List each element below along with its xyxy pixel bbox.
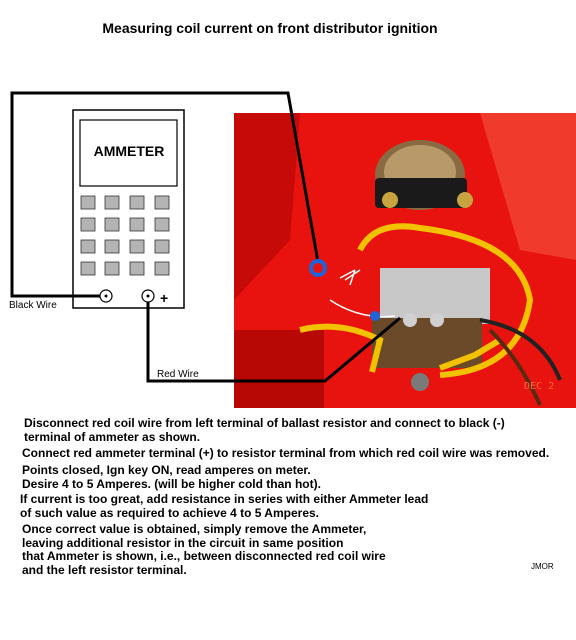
engine-photo	[234, 113, 576, 408]
instruction-line: Once correct value is obtained, simply remove the Ammeter,	[22, 522, 367, 536]
instruction-line: terminal of ammeter as shown.	[24, 430, 201, 444]
instruction-line: and the left resistor terminal.	[22, 563, 187, 577]
instruction-line: that Ammeter is shown, i.e., between disconnected red coil wire	[22, 549, 386, 563]
red-wire-label: Red Wire	[157, 369, 199, 380]
author-signature: JMOR	[531, 562, 554, 571]
instruction-line: Points closed, Ign key ON, read amperes on meter.	[22, 463, 311, 477]
diagram-title: Measuring coil current on front distributor ignition	[102, 20, 438, 36]
instruction-line: of such value as required to achieve 4 to 5 Amperes.	[20, 506, 319, 520]
instruction-line: Connect red ammeter terminal (+) to resistor terminal from which red coil wire was removed.	[22, 446, 550, 460]
black-wire-label: Black Wire	[9, 300, 57, 311]
ammeter-label: AMMETER	[93, 143, 165, 159]
instruction-line: Disconnect red coil wire from left terminal of ballast resistor and connect to black (-)	[24, 416, 505, 430]
instruction-line: leaving additional resistor in the circuit in same position	[22, 536, 344, 550]
instruction-line: If current is too great, add resistance in series with either Ammeter lead	[20, 492, 429, 506]
instruction-line: Desire 4 to 5 Amperes. (will be higher cold than hot).	[22, 477, 321, 491]
photo-date-stamp: DEC 2	[524, 381, 555, 392]
ammeter	[73, 110, 184, 308]
ammeter-plus-symbol: +	[160, 290, 169, 306]
